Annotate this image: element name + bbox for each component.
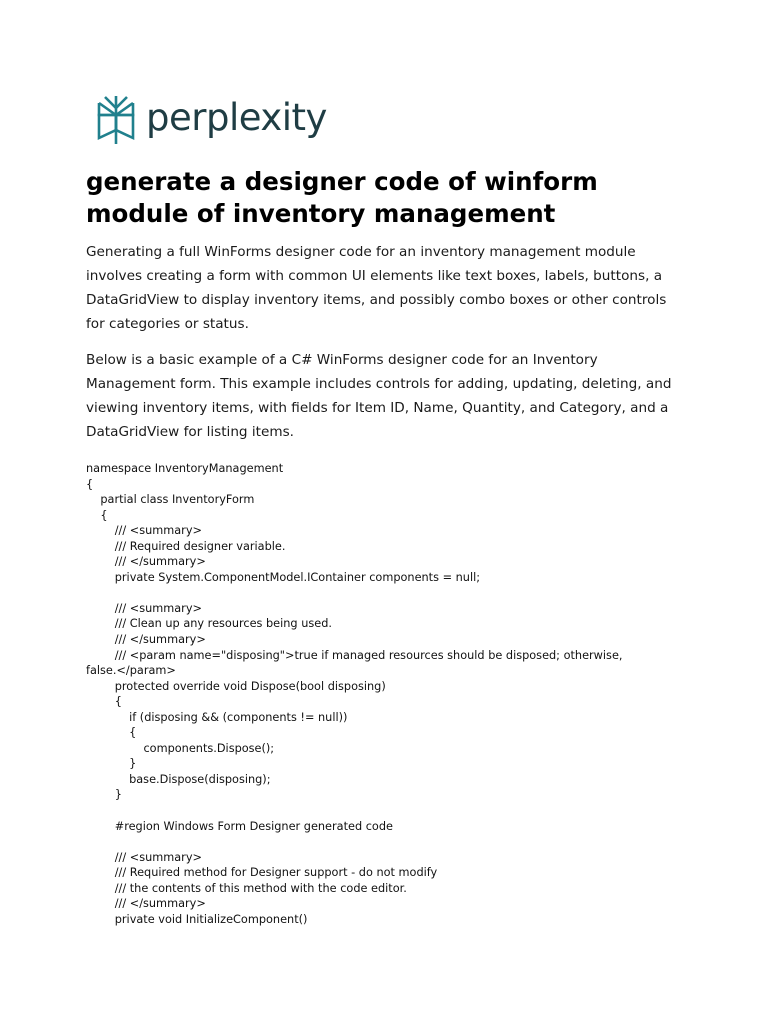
code-block xyxy=(86,461,646,927)
code-line: if (disposing && (components != null)) xyxy=(86,710,348,724)
code-line: /// <summary> xyxy=(86,850,202,864)
perplexity-logo xyxy=(94,94,327,146)
code-line: /// <summary> xyxy=(86,601,202,615)
code-line: { xyxy=(86,508,108,522)
code-line: /// the contents of this method with the code editor. xyxy=(86,881,407,895)
code-line: /// Clean up any resources being used. xyxy=(86,617,332,631)
brand-name: perplexity xyxy=(146,95,327,139)
perplexity-logo-icon xyxy=(94,94,138,146)
code-line: partial class InventoryForm xyxy=(86,493,255,507)
code-line xyxy=(86,585,646,601)
code-line: private void InitializeComponent() xyxy=(86,912,308,926)
code-line: } xyxy=(86,788,122,802)
example-paragraph: Below is a basic example of a C# WinForms designer code for an Inventory Management form. This example includes controls for adding, updating, deleting, and viewing inventory items, with fields for Item ID, Name, Quantity, and Category, and a DataGridView for listing items. xyxy=(86,352,672,440)
code-line: /// Required method for Designer support - do not modify xyxy=(86,866,438,880)
code-line: { xyxy=(86,477,94,491)
code-line: { xyxy=(86,726,137,740)
code-line: /// <summary> xyxy=(86,524,202,538)
code-line: /// </summary> xyxy=(86,897,206,911)
code-line: namespace InventoryManagement xyxy=(86,462,284,475)
code-line: } xyxy=(86,757,137,771)
code-line: protected override void Dispose(bool disposing) xyxy=(86,679,386,693)
code-line: /// </summary> xyxy=(86,555,206,569)
code-line: /// <param name="disposing">true if managed resources should be disposed; otherwise, false.</param> xyxy=(86,648,627,678)
code-line: /// </summary> xyxy=(86,633,206,647)
code-line: { xyxy=(86,695,122,709)
code-line xyxy=(86,834,646,850)
code-line: #region Windows Form Designer generated code xyxy=(86,819,393,833)
code-line: private System.ComponentModel.IContainer components = null; xyxy=(86,570,481,584)
code-line: base.Dispose(disposing); xyxy=(86,772,271,786)
code-line xyxy=(86,803,646,819)
intro-paragraph: Generating a full WinForms designer code for an inventory management module involves creating a form with common UI elements like text boxes, labels, buttons, a DataGridView to display inventory items, and possibly combo boxes or other controls for categories or status. xyxy=(86,244,667,332)
code-line: components.Dispose(); xyxy=(86,741,275,755)
code-line: /// Required designer variable. xyxy=(86,539,286,553)
page-title: generate a designer code of winform module of inventory management xyxy=(86,167,598,228)
